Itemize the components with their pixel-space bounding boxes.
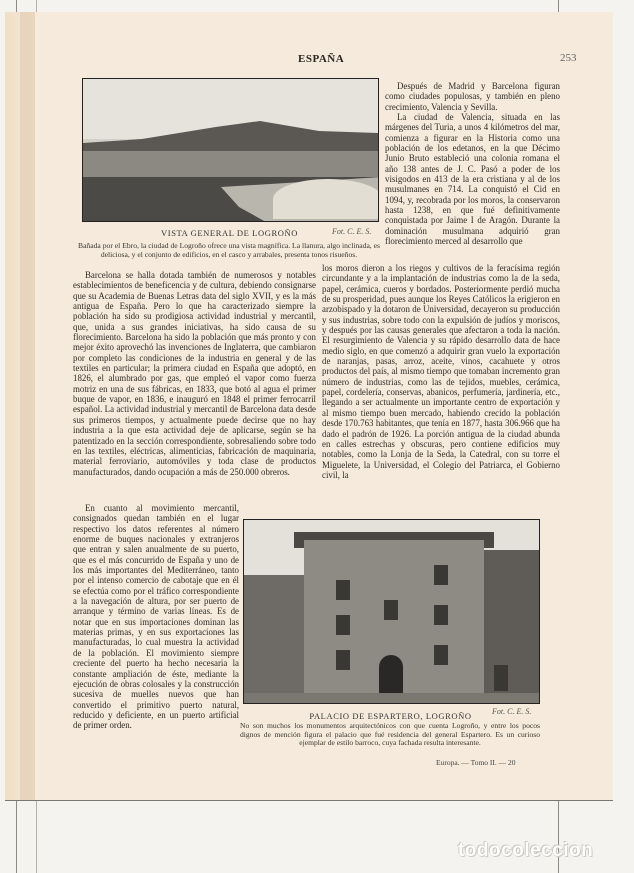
- figure-caption: No son muchos los monumentos arquitectónicos con que cuenta Logroño, y entre los pocos dignos de mención figura el palacio que fué residencia del general Espartero. Es un curioso ejemplar de estilo barroco, cuya fachada resulta interesante.: [240, 721, 540, 748]
- footer-reference: Europa. — Tomo II. — 20: [436, 758, 516, 767]
- paragraph: los moros dieron a los riegos y cultivos de la feracísima región circundante y a la implantación de industrias como la de la seda, papel, cerámica, cueros y bordados. Posteriormente perdió mucha de su prosperidad, pues aunque los Reyes Católicos la erigieron en arzobispado y la dotaron de Universidad, decayeron su producción y sus industrias, sobre todo con la expulsión de judíos y moriscos, y después por las causas generales que afectaron a toda la nación. El resurgimiento de Valencia y su rápido desarrollo data de hace medio siglo, en que comenzó a adquirir gran vuelo la exportación de naranjas, pasas, arroz, aceite, vinos, cacahuete y otros productos del país, al mismo tiempo que tomaban incremento gran número de industrias, como las de tejidos, muebles, cerámica, papel, cordelería, conservas, abanicos, perfumería, jardinería, etc., llegando a ser actualmente un importante centro de exportación y al mismo tiempo buen mercado, habiendo crecido la población desde 170.763 habitantes, que tenía en 1877, hasta 306.966 que ha dado el padrón de 1926. La porción antigua de la ciudad abunda en calles estrechas y obscuras, pero contiene edificios muy notables, como la Lonja de la Seda, la Catedral, con su torre el Miguelete, la Universidad, el Colegio del Patriarca, el Gobierno civil, la: [322, 263, 560, 480]
- figure-title: VISTA GENERAL DE LOGROÑO: [161, 228, 298, 238]
- text-column-left-top: [73, 270, 316, 477]
- watermark: todocoleccion: [458, 840, 594, 861]
- photo-credit: Fot. C. E. S.: [492, 707, 532, 716]
- paragraph: La ciudad de Valencia, situada en las márgenes del Turia, a unos 4 kilómetros del mar, comienza a figurar en la Historia como una población de los edetanos, en la que Décimo Junio Bruto estableció una colonia romana el año 138 antes de J. C. Pasó a poder de los visigodos en 413 de la era cristiana y al de los musulmanes en 714. La conquistó el Cid en 1094, y, recobrada por los moros, la conservaron hasta 1238, en que fué definitivamente conquistada por Jaime I de Aragón. Durante la dominación musulmana adquirió gran florecimiento merced al desarrollo que: [385, 112, 560, 247]
- photo-palacio-espartero: [243, 519, 540, 704]
- running-header-title: ESPAÑA: [298, 53, 345, 65]
- figure-title: PALACIO DE ESPARTERO, LOGROÑO: [309, 711, 472, 721]
- photo-vista-general-logrono: [82, 78, 379, 222]
- text-column-right-middle: [322, 263, 560, 480]
- text-column-left-bottom: [73, 503, 239, 731]
- paragraph: Después de Madrid y Barcelona figuran como ciudades populosas, y también en pleno crecimiento, Valencia y Sevilla.: [385, 81, 560, 112]
- figure-caption: Bañada por el Ebro, la ciudad de Logroño ofrece una vista magnífica. La llanura, algo inclinada, es deliciosa, y el conjunto de edificios, en el casco y arrabales, presenta tonos risueños.: [78, 241, 380, 259]
- paragraph: Barcelona se halla dotada también de numerosos y notables establecimientos de beneficencia y de cultura, debiendo consignarse que su Academia de Buenas Letras data del siglo XVII, y es la más antigua de España. Pero lo que ha caracterizado siempre la población ha sido su prodigiosa actividad industrial y mercantil, que, unida a sus grandes iniciativas, ha sido causa de su florecimiento. Barcelona ha sido la población que más pronto y con mejor éxito aprovechó las invenciones de Inglaterra, que cambiaron por completo las condiciones de la industria en general y de las textiles en particular; la primera ciudad en España que adoptó, en 1826, el alumbrado por gas, que empleó el vapor como fuerza motriz en una de sus fábricas, en 1833, que botó al agua el primer buque de vapor, en 1836, e inauguró en 1848 el primer ferrocarril español. La actividad industrial y mercantil de Barcelona data desde sus primeros tiempos, y actualmente puede decirse que no hay industria a la que esta actividad deje de aplicarse, según se ha patentizado en la sección correspondiente, sobresaliendo sobre todo en las textiles, eléctricas, alimenticias, fabricación de maquinaria, material ferroviario, automóviles y toda clase de productos manufacturados, dando ocupación a más de 250.000 obreros.: [73, 270, 316, 477]
- text-column-right-top: [385, 81, 560, 247]
- paragraph: En cuanto al movimiento mercantil, consignados quedan también en el lugar respectivo los datos referentes al número enorme de buques nacionales y extranjeros que entran y salen anualmente de su puerto, que es el más concurrido de España y uno de los más importantes del Mediterráneo, tanto por el intenso comercio de cabotaje que en él se efectúa como por el tráfico correspondiente a la navegación de altura, por ser puerto de arranque y término de varias líneas. Es de notar que en sus importaciones dominan las materias primas, y en sus exportaciones las manufacturadas, lo cual muestra la actividad de la población. El movimiento siempre creciente del puerto ha hecho necesaria la constante ampliación de éste, mediante la ejecución de obras colosales y la construcción sucesiva de muelles nuevos que han convertido el primitivo puerto natural, reducido y deficiente, en un puerto artificial de primer orden.: [73, 503, 239, 731]
- page-binding-shadow: [20, 12, 35, 800]
- page-number: 253: [560, 52, 577, 64]
- photo-credit: Fot. C. E. S.: [332, 227, 372, 236]
